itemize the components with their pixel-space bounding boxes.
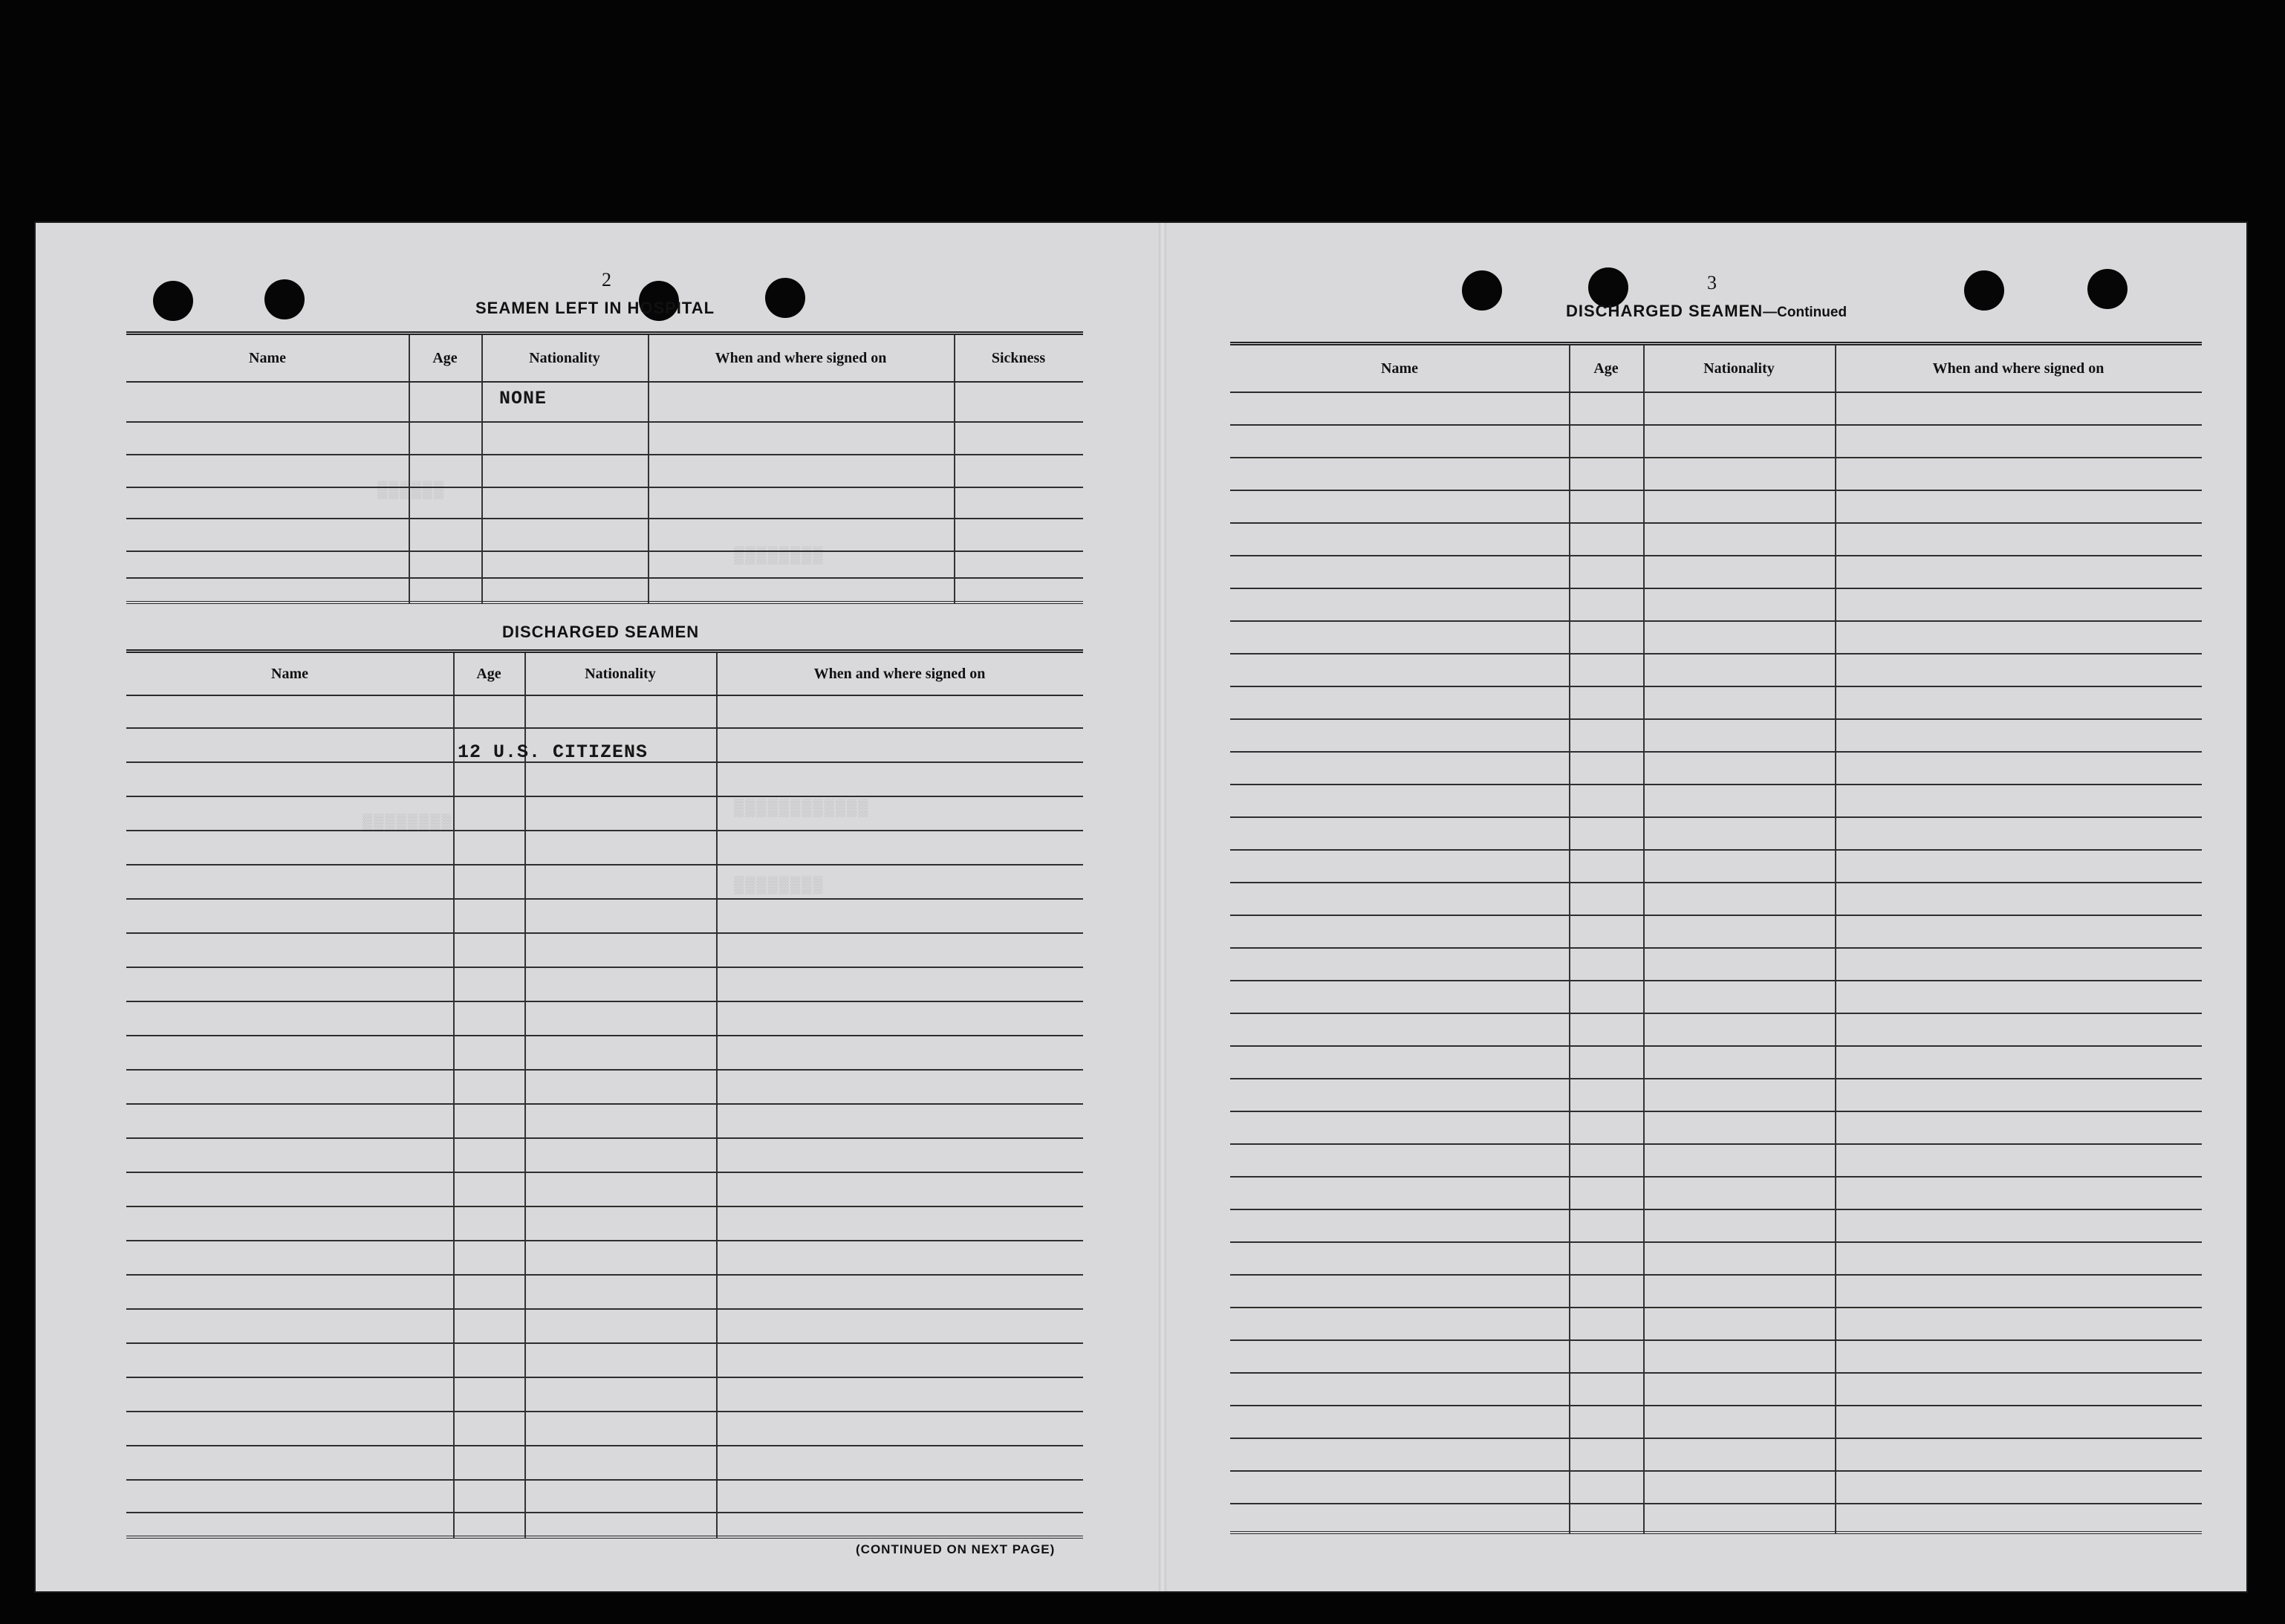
discharged-section-title: DISCHARGED SEAMEN (502, 623, 700, 641)
row-rule (126, 1308, 1083, 1310)
row-rule (1230, 947, 2202, 949)
discharged-continued-title (1566, 302, 1847, 321)
row-rule (126, 932, 1083, 934)
row-rule (1230, 1405, 2202, 1406)
row-rule (1230, 1241, 2202, 1243)
punch-hole (1964, 270, 2004, 311)
row-rule (1230, 653, 2202, 655)
row-rule (126, 1069, 1083, 1071)
column-header-nationality: Nationality (529, 349, 600, 366)
column-divider (716, 653, 718, 1539)
row-rule (126, 1445, 1083, 1446)
bleed-through-mark: ▒▒▒▒▒▒▒▒ (734, 547, 825, 565)
row-rule (1230, 555, 2202, 556)
row-rule (1230, 1307, 2202, 1308)
row-rule (126, 1512, 1083, 1513)
row-rule (126, 1274, 1083, 1276)
table-bottom-rule (1230, 1531, 2202, 1534)
column-header-nationality: Nationality (585, 665, 656, 682)
row-rule (126, 1479, 1083, 1481)
row-rule (1230, 751, 2202, 753)
row-rule (126, 1103, 1083, 1105)
table-header (1230, 345, 2202, 393)
row-rule (126, 1342, 1083, 1344)
row-rule (126, 1001, 1083, 1002)
bleed-through-mark: ▒▒▒▒▒▒ (377, 481, 446, 500)
row-rule (1230, 686, 2202, 687)
title-text: DISCHARGED SEAMEN (1566, 302, 1764, 320)
continued-footer: (CONTINUED ON NEXT PAGE) (856, 1542, 1056, 1556)
page-number: 3 (1707, 272, 1717, 293)
hospital-section-title: SEAMEN LEFT IN HOSPITAL (475, 299, 715, 317)
document-sheet (36, 223, 2246, 1591)
row-rule (126, 727, 1083, 729)
column-header-signed-on: When and where signed on (715, 349, 887, 366)
column-header-name: Name (249, 349, 286, 366)
row-rule (126, 1411, 1083, 1412)
row-rule (126, 1206, 1083, 1207)
row-rule (1230, 424, 2202, 426)
column-header-name: Name (271, 665, 308, 682)
page-fold (1159, 223, 1166, 1591)
punch-hole (1462, 270, 1502, 311)
row-rule (126, 518, 1083, 519)
row-rule (1230, 882, 2202, 883)
row-rule (126, 487, 1083, 488)
row-rule (1230, 1143, 2202, 1145)
row-rule (126, 1137, 1083, 1139)
column-divider (524, 653, 526, 1539)
page-number: 2 (602, 269, 611, 290)
column-header-age: Age (476, 665, 501, 682)
discharged-continued-table (1230, 342, 2202, 1534)
column-header-age: Age (432, 349, 458, 366)
table-header (126, 653, 1083, 696)
row-rule (1230, 1209, 2202, 1210)
column-header-name: Name (1381, 360, 1418, 377)
column-divider (1569, 345, 1570, 1534)
row-rule (1230, 849, 2202, 851)
row-rule (126, 1240, 1083, 1241)
row-rule (1230, 1503, 2202, 1504)
row-rule (126, 550, 1083, 552)
row-rule (126, 830, 1083, 831)
row-rule (126, 1035, 1083, 1036)
column-divider (1835, 345, 1836, 1534)
row-rule (126, 421, 1083, 423)
table-bottom-rule (126, 601, 1083, 604)
row-rule (1230, 1013, 2202, 1014)
row-rule (1230, 1078, 2202, 1079)
row-rule (1230, 915, 2202, 916)
table-header (126, 335, 1083, 383)
punch-hole (264, 279, 305, 319)
row-rule (1230, 718, 2202, 720)
row-rule (126, 454, 1083, 455)
row-rule (1230, 588, 2202, 589)
row-rule (1230, 1372, 2202, 1374)
row-rule (126, 864, 1083, 865)
punch-hole (2087, 269, 2128, 309)
row-rule (126, 967, 1083, 968)
title-suffix: —Continued (1763, 305, 1847, 320)
row-rule (1230, 1438, 2202, 1439)
row-rule (1230, 1176, 2202, 1178)
row-rule (1230, 490, 2202, 491)
punch-hole (153, 281, 193, 321)
row-rule (126, 1172, 1083, 1173)
row-rule (126, 577, 1083, 579)
bleed-through-mark: ▒▒▒▒▒▒▒▒ (363, 814, 453, 833)
discharged-table (126, 649, 1083, 1539)
hospital-table (126, 331, 1083, 604)
row-rule (1230, 620, 2202, 622)
table-bottom-rule (126, 1536, 1083, 1539)
row-rule (1230, 1339, 2202, 1341)
row-rule (126, 1377, 1083, 1378)
row-rule (1230, 522, 2202, 524)
row-rule (1230, 1274, 2202, 1276)
row-rule (1230, 457, 2202, 458)
column-header-signed-on: When and where signed on (813, 665, 986, 682)
row-rule (1230, 816, 2202, 818)
column-header-age: Age (1593, 360, 1619, 377)
hospital-entry: NONE (499, 388, 547, 409)
row-rule (126, 898, 1083, 900)
row-rule (1230, 980, 2202, 981)
bleed-through-mark: ▒▒▒▒▒▒▒▒▒▒▒▒ (734, 799, 870, 818)
row-rule (1230, 1111, 2202, 1112)
row-rule (126, 796, 1083, 797)
column-header-signed-on: When and where signed on (1932, 360, 2104, 377)
discharged-entry: 12 U.S. CITIZENS (458, 741, 649, 763)
column-header-sickness: Sickness (991, 349, 1046, 366)
row-rule (1230, 784, 2202, 785)
column-header-nationality: Nationality (1703, 360, 1775, 377)
row-rule (1230, 1045, 2202, 1047)
row-rule (1230, 1470, 2202, 1472)
column-divider (1643, 345, 1645, 1534)
column-divider (453, 653, 455, 1539)
bleed-through-mark: ▒▒▒▒▒▒▒▒ (734, 877, 825, 895)
punch-hole (765, 278, 805, 318)
